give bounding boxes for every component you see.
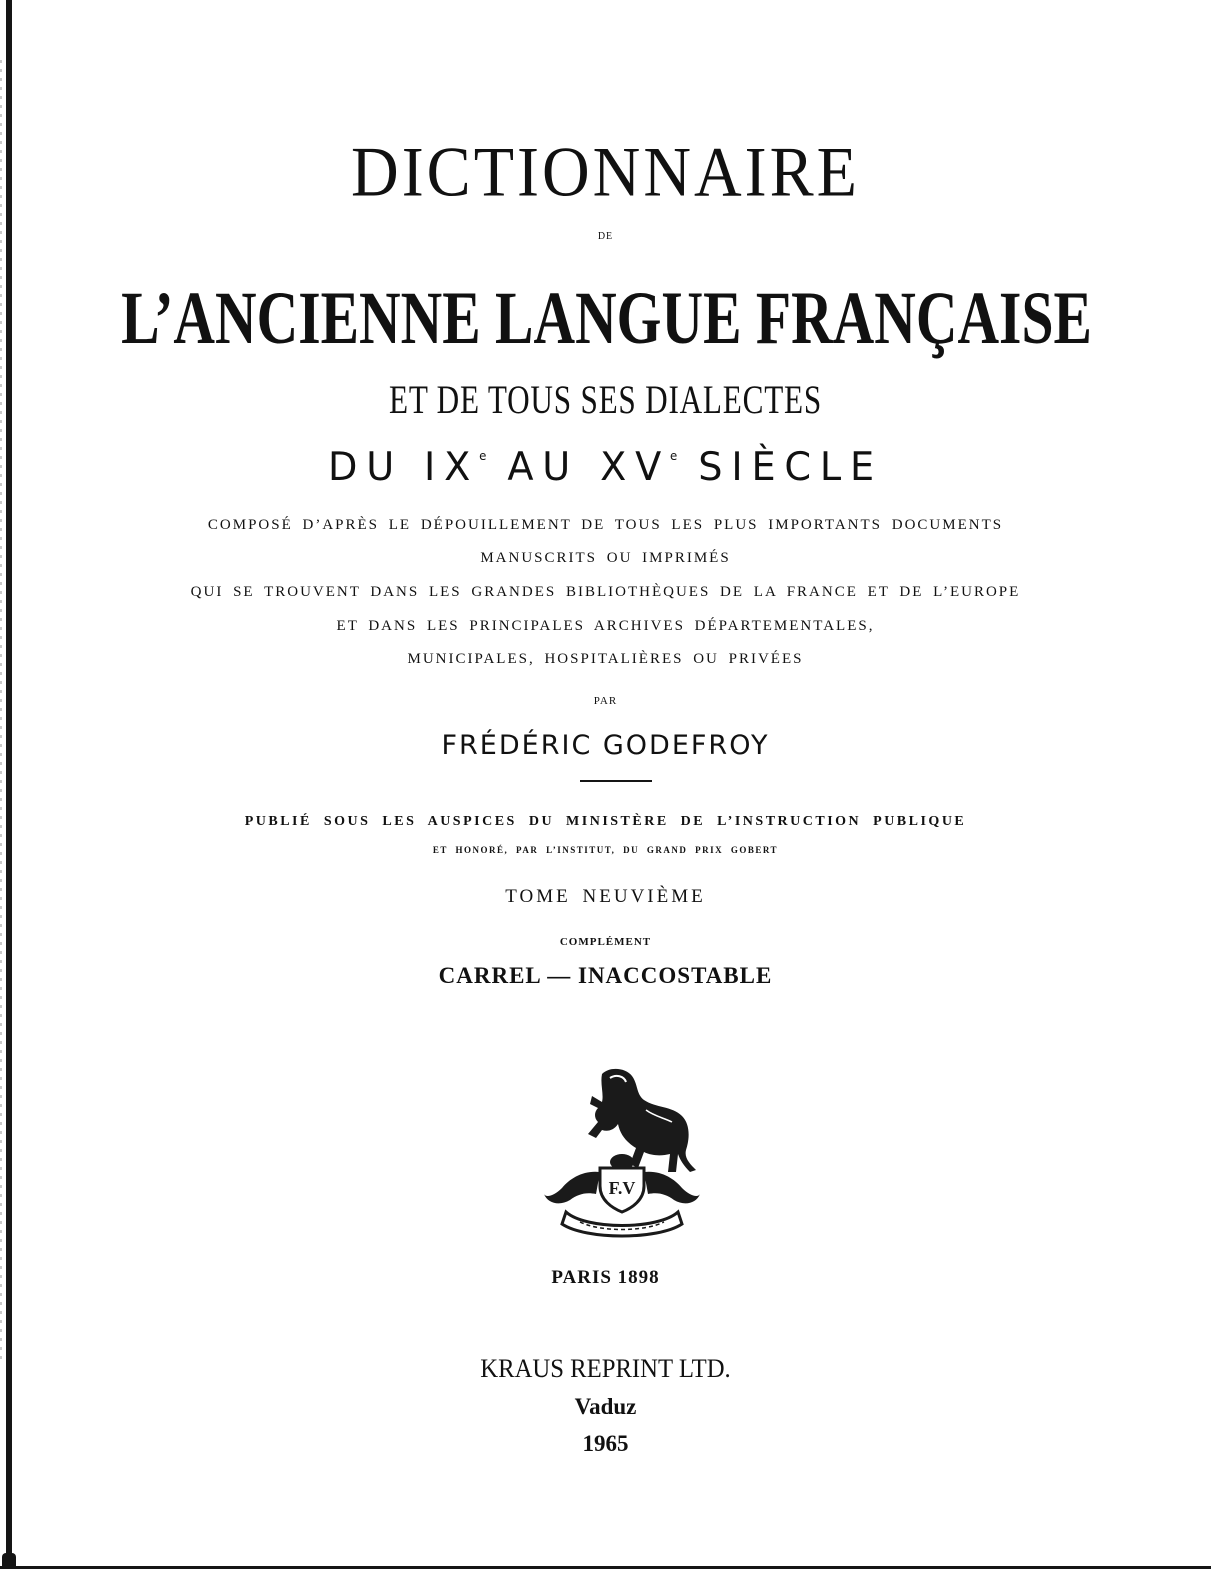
title-connector: DE bbox=[597, 231, 614, 242]
century-siecle: SIÈCLE bbox=[698, 445, 884, 490]
description-line: COMPOSÉ D’APRÈS LE DÉPOUILLEMENT DE TOUS LES PLUS IMPORTANTS DOCUMENTS bbox=[207, 517, 1004, 533]
published-under: PUBLIÉ SOUS LES AUSPICES DU MINISTÈRE DE L’INSTRUCTION PUBLIQUE bbox=[244, 814, 967, 829]
honored-by: ET HONORÉ, PAR L’INSTITUT, DU GRAND PRIX GOBERT bbox=[432, 845, 779, 855]
description-line: MANUSCRITS OU IMPRIMÉS bbox=[480, 550, 731, 566]
century-au: AU bbox=[507, 445, 580, 490]
svg-text:F.V: F.V bbox=[608, 1178, 636, 1198]
rearing-horse-emblem-icon bbox=[540, 1060, 700, 1240]
scan-edge-blot bbox=[2, 1553, 16, 1569]
description-line: QUI SE TROUVENT DANS LES GRANDES BIBLIOTHÈQUES DE LA FRANCE ET DE L’EUROPE bbox=[190, 584, 1021, 600]
scan-edge-bottom bbox=[0, 1566, 1211, 1569]
book-subtitle: L’ANCIENNE LANGUE FRANÇAISE bbox=[121, 276, 1092, 360]
volume-number: TOME NEUVIÈME bbox=[505, 886, 706, 907]
century-du: DU bbox=[327, 445, 404, 490]
reprint-year: 1965 bbox=[582, 1431, 629, 1456]
supplement-label: COMPLÉMENT bbox=[559, 936, 652, 948]
original-imprint: PARIS 1898 bbox=[551, 1267, 660, 1288]
entry-range: CARREL — INACCOSTABLE bbox=[438, 963, 773, 988]
description-line: ET DANS LES PRINCIPALES ARCHIVES DÉPARTEMENTALES, bbox=[336, 618, 875, 634]
century-from: IXe bbox=[424, 445, 487, 490]
description-line: MUNICIPALES, HOSPITALIÈRES OU PRIVÉES bbox=[407, 651, 804, 667]
reprint-publisher: KRAUS REPRINT LTD. bbox=[480, 1354, 731, 1383]
book-title: DICTIONNAIRE bbox=[351, 133, 860, 212]
century-to: XVe bbox=[600, 445, 678, 490]
scan-edge-speckle bbox=[0, 60, 2, 1360]
century-line bbox=[12, 445, 1199, 490]
dialects-line: ET DE TOUS SES DIALECTES bbox=[388, 377, 823, 422]
by-label: PAR bbox=[593, 695, 618, 707]
reprint-city: Vaduz bbox=[574, 1394, 637, 1419]
divider-rule bbox=[580, 780, 652, 782]
author-name: FRÉDÉRIC GODEFROY bbox=[441, 730, 770, 761]
